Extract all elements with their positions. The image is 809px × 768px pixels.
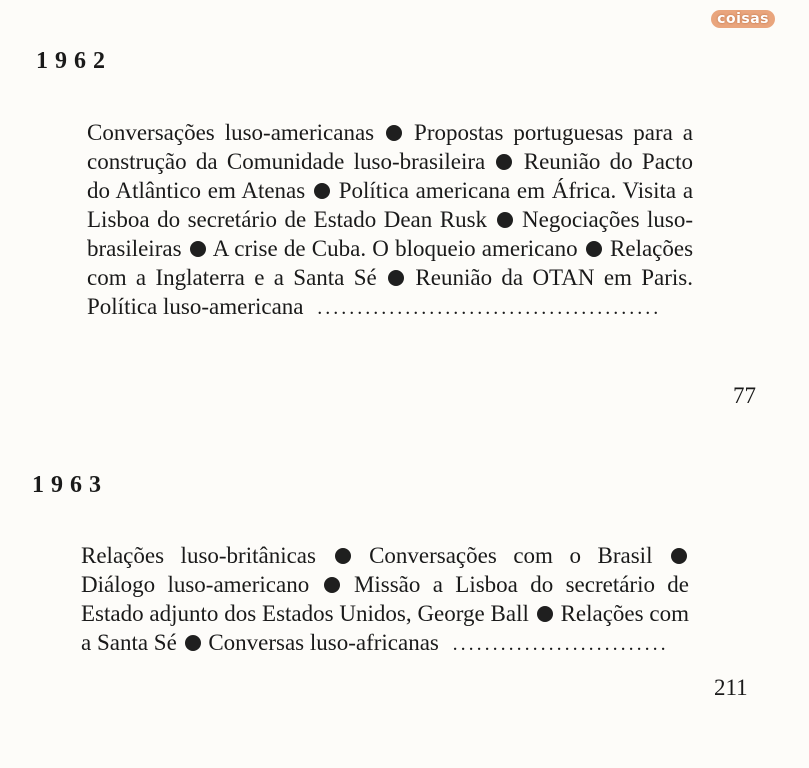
bullet-separator-icon [496,154,512,170]
bullet-separator-icon [185,635,201,651]
topic-text: Missão a Lisboa do secretário de Estado adjunto dos Estados Unidos, George Ball [81,572,690,626]
section-year-1963: 1963 [32,472,108,498]
topic-text: Negociações luso-brasileiras [87,207,694,261]
bullet-separator-icon [497,212,513,228]
bullet-separator-icon [388,270,404,286]
topic-text: Política americana em África. Visita a Lisboa do secretário de Estado Dean Rusk [87,178,694,232]
bullet-separator-icon [314,183,330,199]
topic-text: A crise de Cuba. O bloqueio americano [212,236,578,261]
topic-text: Conversas luso-africanas [208,630,439,655]
dot-leader: ........................... [452,633,669,655]
bullet-separator-icon [324,577,340,593]
bullet-separator-icon [335,548,351,564]
toc-entry-1963 [81,541,689,659]
bullet-separator-icon [671,548,687,564]
topic-text: Conversações luso-americanas [87,120,375,145]
bullet-separator-icon [537,606,553,622]
topic-text: Relações luso-britânicas [81,543,316,568]
page-number-1963: 211 [714,675,748,700]
topic-text: Reunião da OTAN em Paris. Política luso-americana [87,265,694,319]
bullet-separator-icon [586,241,602,257]
section-year-1962: 1962 [36,48,112,74]
dot-leader: ........................................... [317,297,662,319]
bullet-separator-icon [386,125,402,141]
toc-entry-1962 [87,118,693,323]
topic-text: Relações com a Santa Sé [81,601,690,655]
page-number-1962: 77 [733,383,756,408]
topic-text: Diálogo luso-americano [81,572,310,597]
topic-text: Propostas portuguesas para a construção da Comunidade luso-brasileira [87,120,693,174]
topic-text: Relações com a Inglaterra e a Santa Sé [87,236,694,290]
topic-text: Reunião do Pacto do Atlântico em Atenas [87,149,694,203]
topic-text: Conversações com o Brasil [369,543,653,568]
bullet-separator-icon [190,241,206,257]
watermark-logo: coisas [711,10,775,28]
